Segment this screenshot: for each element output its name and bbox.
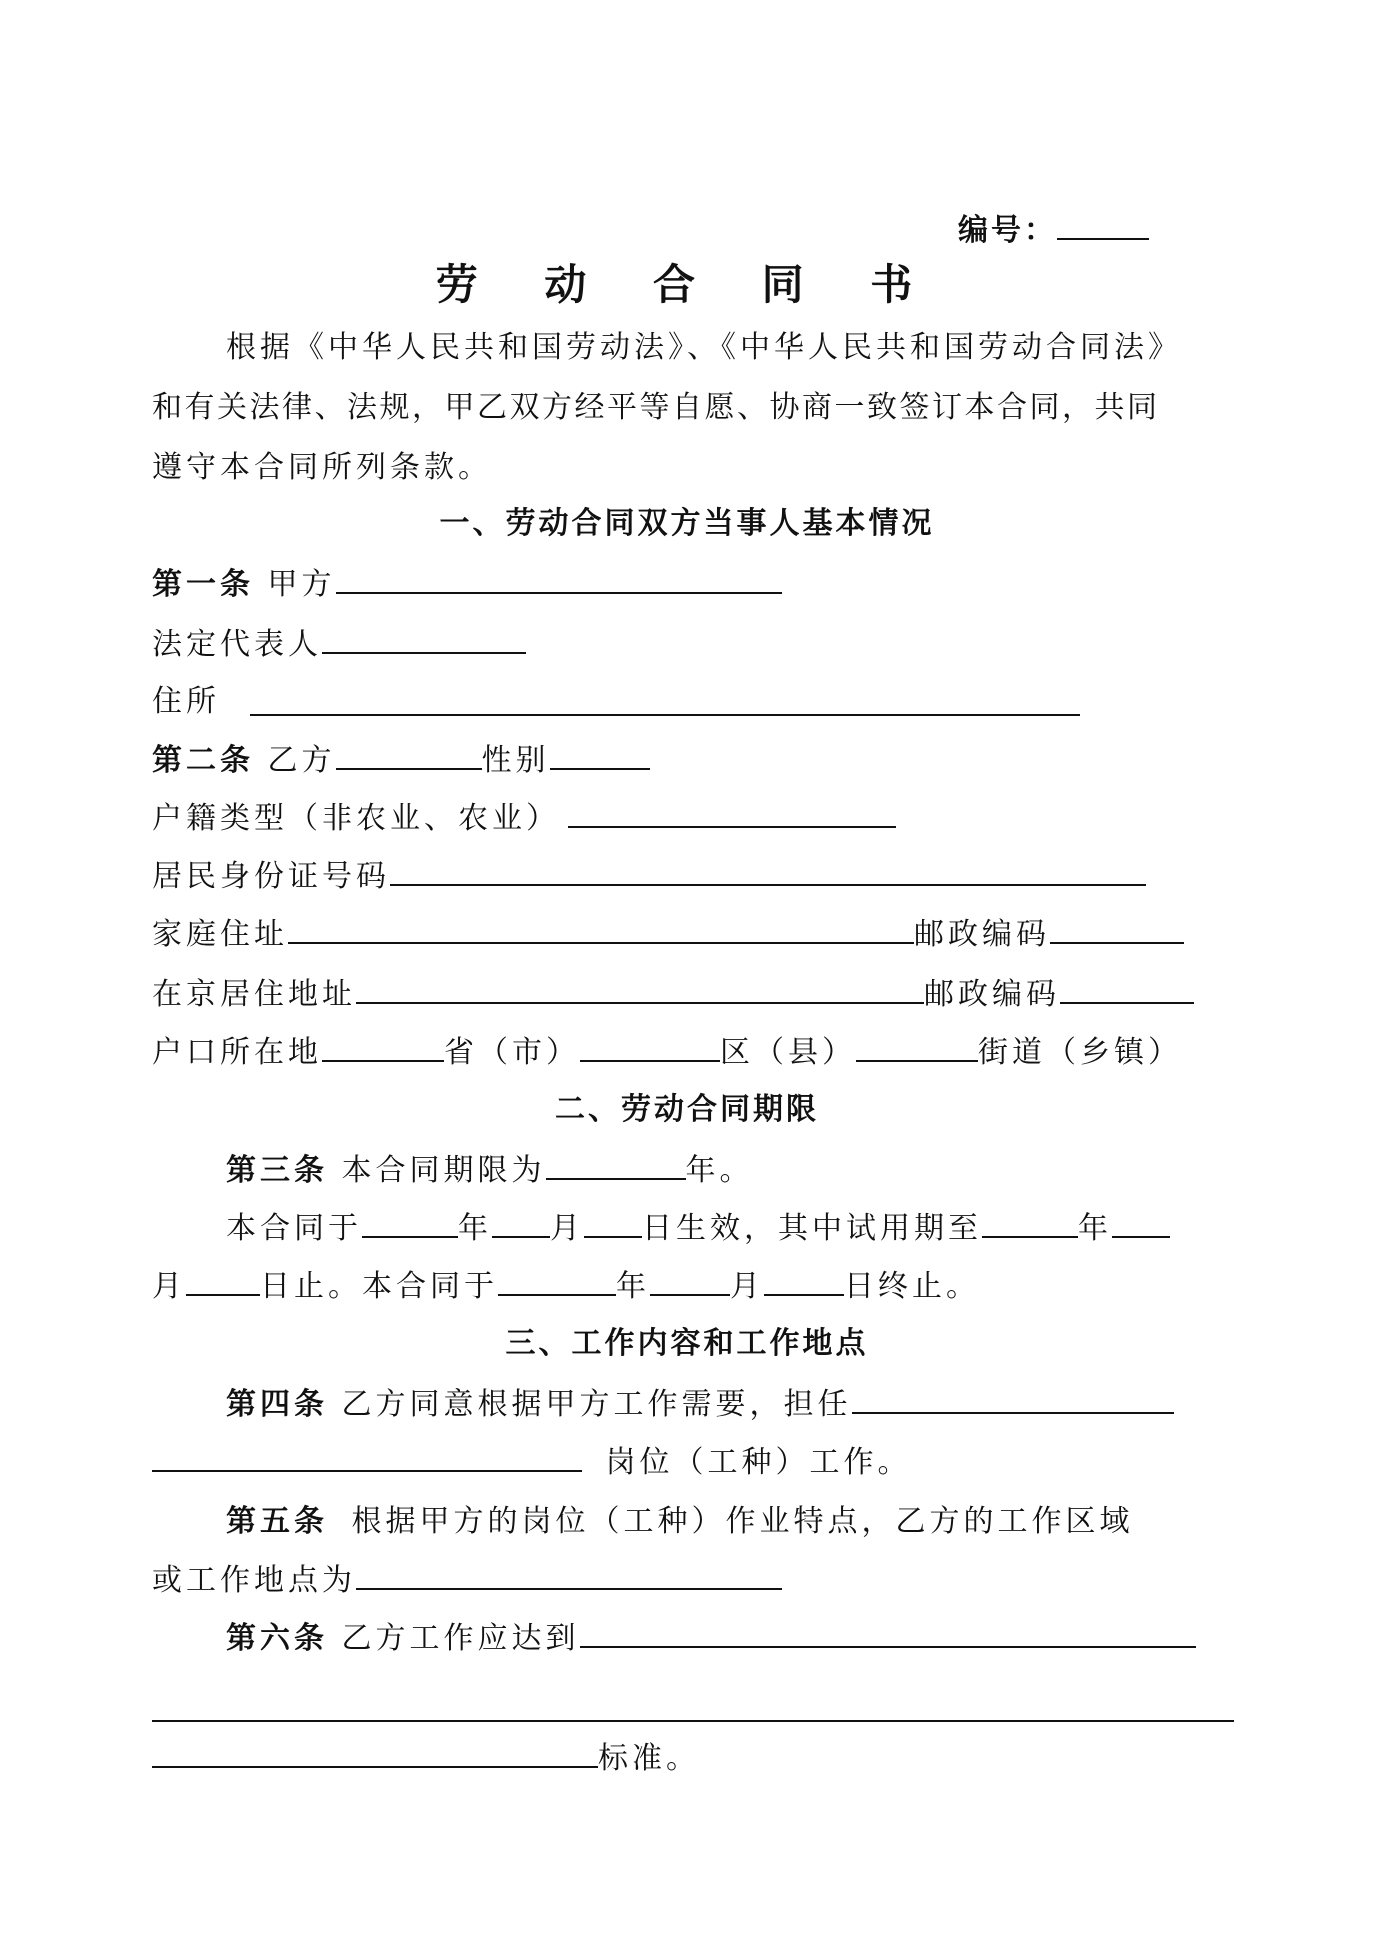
- post-text: 岗位（工种）工作。: [605, 1445, 912, 1480]
- id-number-row: [152, 858, 1146, 895]
- province-blank[interactable]: [322, 1034, 444, 1062]
- article-5-text-2: 或工作地点为: [152, 1563, 356, 1598]
- article-5-row: [226, 1504, 1134, 1540]
- probation-year-unit: 年: [1078, 1211, 1112, 1246]
- home-address-label: 家庭住址: [152, 917, 288, 952]
- probation-month-unit: 月: [152, 1269, 186, 1304]
- end-month-unit: 月: [730, 1269, 764, 1304]
- legal-rep-blank[interactable]: [322, 626, 526, 654]
- post-row: [152, 1444, 912, 1481]
- standard-blank-bottom[interactable]: [152, 1740, 598, 1768]
- end-month-blank[interactable]: [650, 1268, 730, 1296]
- start-month-blank[interactable]: [492, 1210, 550, 1238]
- standard-blank-top[interactable]: [580, 1620, 1196, 1648]
- article-4-row: [226, 1386, 1174, 1423]
- article-1-row: [152, 566, 782, 603]
- article-2-label: 第二条: [152, 743, 254, 778]
- address-blank[interactable]: [250, 714, 1080, 716]
- end-year-blank[interactable]: [498, 1268, 616, 1296]
- address-label: 住所: [152, 684, 220, 719]
- postcode-2-blank[interactable]: [1060, 976, 1194, 1004]
- gender-label: 性别: [481, 743, 550, 778]
- street-label: 街道（乡镇）: [978, 1035, 1182, 1070]
- article-3-label: 第三条: [226, 1153, 328, 1188]
- work-location-blank[interactable]: [356, 1562, 782, 1590]
- postcode-1-label: 邮政编码: [914, 917, 1050, 952]
- hukou-location-row: [152, 1034, 1182, 1071]
- beijing-address-row: [152, 976, 1194, 1013]
- preamble-line-2: 和有关法律、法规，甲乙双方经平等自愿、协商一致签订本合同，共同: [152, 390, 1160, 425]
- start-month-unit: 月: [550, 1211, 584, 1246]
- address-row: [152, 684, 220, 720]
- beijing-address-label: 在京居住地址: [152, 977, 356, 1012]
- legal-rep-row: [152, 626, 526, 663]
- district-label: 区（县）: [720, 1035, 856, 1070]
- article-4-text: 乙方同意根据甲方工作需要，担任: [341, 1387, 852, 1422]
- standard-row: [152, 1740, 700, 1777]
- section-3-heading: 三、工作内容和工作地点: [505, 1326, 869, 1361]
- legal-rep-label: 法定代表人: [152, 627, 322, 662]
- district-blank[interactable]: [580, 1034, 720, 1062]
- gender-blank[interactable]: [550, 742, 650, 770]
- post-blank-bottom[interactable]: [152, 1444, 582, 1472]
- end-day-blank[interactable]: [764, 1268, 844, 1296]
- party-a-blank[interactable]: [336, 566, 782, 594]
- postcode-2-label: 邮政编码: [924, 977, 1060, 1012]
- article-6-text: 乙方工作应达到: [341, 1621, 580, 1656]
- ends-text: 日止。本合同于: [260, 1269, 498, 1304]
- article-6-label: 第六条: [226, 1621, 328, 1656]
- start-day-blank[interactable]: [584, 1210, 642, 1238]
- effective-row: [226, 1210, 1170, 1247]
- hukou-type-label: 户籍类型（非农业、农业）: [152, 801, 560, 836]
- end-year-unit: 年: [616, 1269, 650, 1304]
- standard-blank-middle[interactable]: [152, 1720, 1234, 1722]
- postcode-1-blank[interactable]: [1050, 916, 1184, 944]
- term-years-blank[interactable]: [546, 1152, 686, 1180]
- article-2-row: [152, 742, 650, 779]
- hukou-location-label: 户口所在地: [152, 1035, 322, 1070]
- contract-number-row: [958, 212, 1149, 249]
- article-4-label: 第四条: [226, 1387, 328, 1422]
- article-5-text: 根据甲方的岗位（工种）作业特点，乙方的工作区域: [351, 1504, 1134, 1539]
- home-address-blank[interactable]: [288, 916, 914, 944]
- party-a-label: 甲方: [267, 567, 336, 602]
- term-year-unit: 年。: [685, 1153, 754, 1188]
- section-1-heading: 一、劳动合同双方当事人基本情况: [439, 506, 935, 541]
- article-5-continued-row: [152, 1562, 782, 1599]
- post-blank-top[interactable]: [852, 1386, 1174, 1414]
- document-title: 劳 动 合 同 书: [435, 260, 939, 309]
- id-number-blank[interactable]: [390, 858, 1146, 886]
- contract-number-blank[interactable]: [1057, 212, 1149, 240]
- article-1-label: 第一条: [152, 567, 254, 602]
- preamble-line-1: 根据《中华人民共和国劳动法》、《中华人民共和国劳动合同法》: [226, 330, 1182, 365]
- hukou-type-blank[interactable]: [568, 800, 896, 828]
- start-year-unit: 年: [458, 1211, 492, 1246]
- province-label: 省（市）: [444, 1035, 580, 1070]
- effective-start-text: 本合同于: [226, 1211, 362, 1246]
- party-b-blank[interactable]: [336, 742, 482, 770]
- termination-row: [152, 1268, 980, 1305]
- article-6-row: [226, 1620, 1196, 1657]
- home-address-row: [152, 916, 1184, 953]
- article-3-text: 本合同期限为: [341, 1153, 546, 1188]
- start-year-blank[interactable]: [362, 1210, 458, 1238]
- contract-number-label: 编号：: [958, 213, 1057, 248]
- street-blank[interactable]: [856, 1034, 978, 1062]
- article-3-row: [226, 1152, 754, 1189]
- section-2-heading: 二、劳动合同期限: [555, 1092, 819, 1127]
- hukou-type-row: [152, 800, 896, 837]
- probation-month-blank-top[interactable]: [1112, 1210, 1170, 1238]
- preamble-line-3: 遵守本合同所列条款。: [152, 450, 492, 485]
- probation-day-blank[interactable]: [186, 1268, 260, 1296]
- party-b-label: 乙方: [267, 743, 336, 778]
- standard-text: 标准。: [598, 1741, 700, 1776]
- id-number-label: 居民身份证号码: [152, 859, 390, 894]
- effective-text: 日生效，其中试用期至: [642, 1211, 982, 1246]
- article-5-label: 第五条: [226, 1504, 328, 1539]
- probation-year-blank[interactable]: [982, 1210, 1078, 1238]
- beijing-address-blank[interactable]: [356, 976, 924, 1004]
- end-text: 日终止。: [844, 1269, 980, 1304]
